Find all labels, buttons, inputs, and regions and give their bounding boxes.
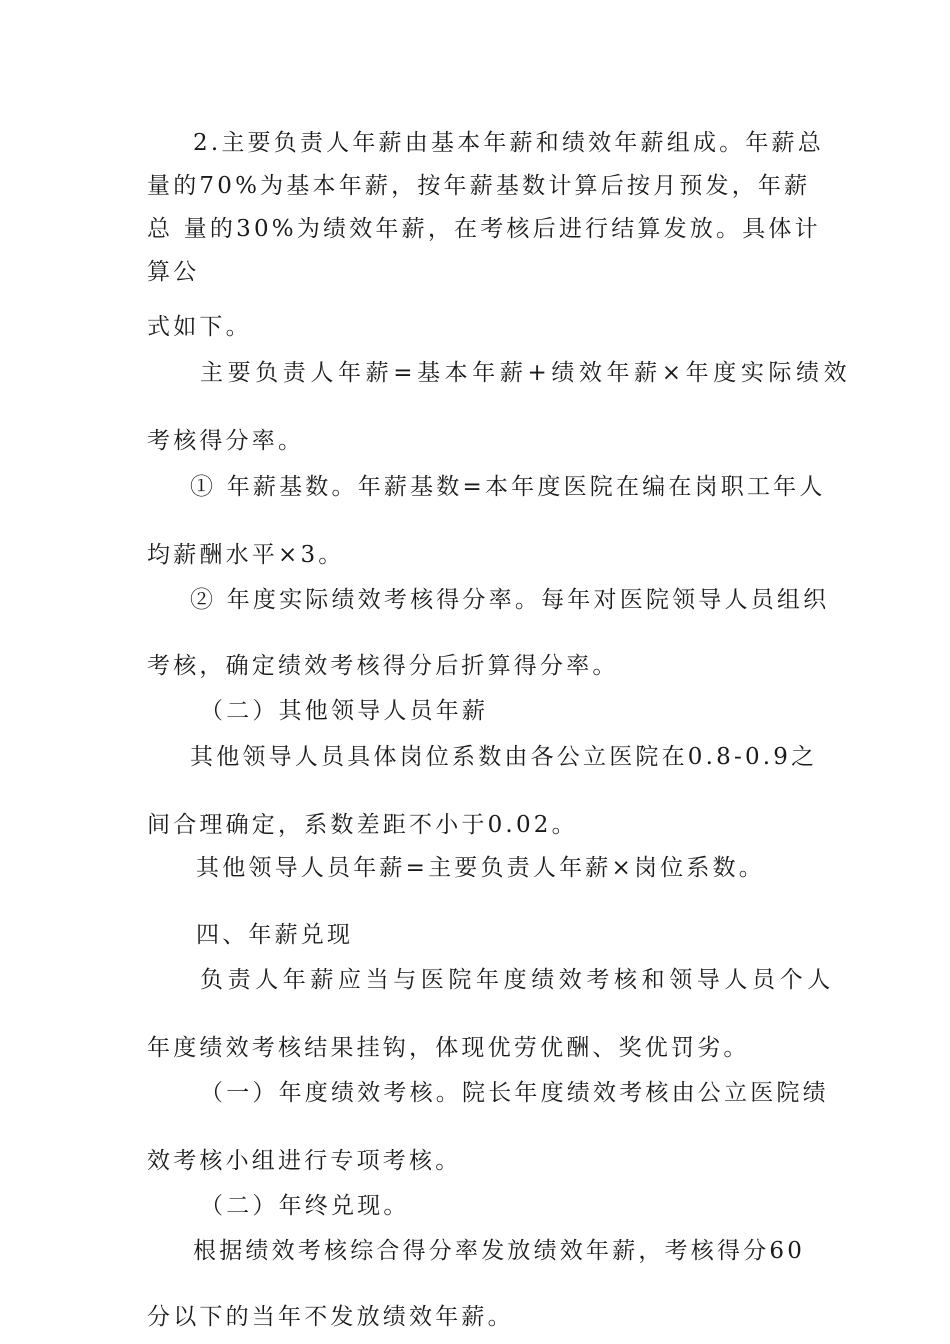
paragraph-line: 量的70%为基本年薪，按年薪基数计算后按月预发，年薪: [147, 173, 811, 199]
section-heading: 四、年薪兑现: [196, 922, 354, 948]
list-item-line: ① 年薪基数。年薪基数=本年度医院在编在岗职工年人: [190, 474, 826, 500]
formula-line: 主要负责人年薪=基本年薪+绩效年薪×年度实际绩效: [200, 360, 852, 386]
paragraph-line: 负责人年薪应当与医院年度绩效考核和领导人员个人: [200, 967, 835, 993]
paragraph-line: 考核，确定绩效考核得分后折算得分率。: [147, 653, 619, 679]
section-heading: （二）其他领导人员年薪: [200, 698, 489, 724]
paragraph-line: 效考核小组进行专项考核。: [147, 1148, 462, 1174]
list-item-line: ② 年度实际绩效考核得分率。每年对医院领导人员组织: [190, 587, 830, 613]
paragraph-line: 根据绩效考核综合得分率发放绩效年薪，考核得分60: [193, 1238, 806, 1264]
section-heading: （二）年终兑现。: [200, 1193, 410, 1219]
paragraph-line: 年度绩效考核结果挂钩，体现优劳优酬、奖优罚劣。: [147, 1035, 750, 1061]
paragraph-line: 其他领导人员具体岗位系数由各公立医院在0.8-0.9之: [190, 744, 818, 770]
paragraph-line: 算公: [147, 259, 200, 285]
paragraph-line: 分以下的当年不发放绩效年薪。: [147, 1304, 514, 1330]
formula-line: 其他领导人员年薪=主要负责人年薪×岗位系数。: [196, 855, 765, 881]
paragraph-line: 式如下。: [147, 314, 252, 340]
paragraph-line: （一）年度绩效考核。院长年度绩效考核由公立医院绩: [200, 1080, 829, 1106]
paragraph-line: 2.主要负责人年薪由基本年薪和绩效年薪组成。年薪总: [193, 130, 824, 156]
paragraph-line: 均薪酬水平×3。: [147, 542, 345, 568]
paragraph-line: 考核得分率。: [147, 428, 305, 454]
paragraph-line: 总 量的30%为绩效年薪，在考核后进行结算发放。具体计: [147, 216, 821, 242]
paragraph-line: 间合理确定，系数差距不小于0.02。: [147, 812, 578, 838]
